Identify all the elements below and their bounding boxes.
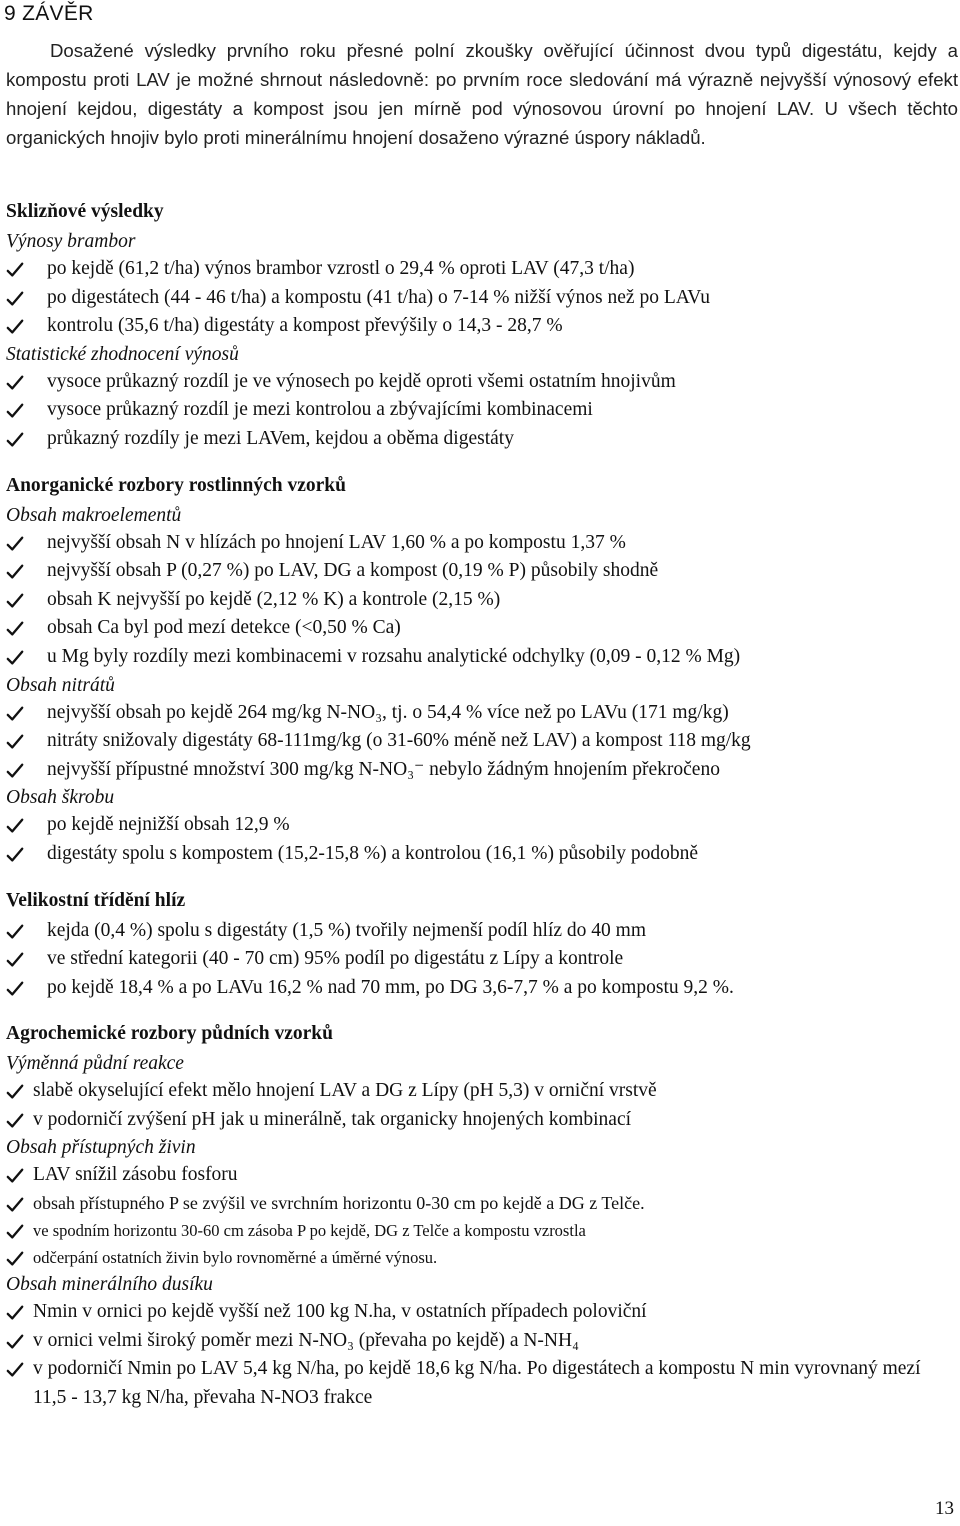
list-item xyxy=(6,1190,958,1217)
checkmark-icon xyxy=(6,1222,24,1240)
list-item-text: obsah K nejvyšší po kejdě (2,12 % K) a kontrole (2,15 %) xyxy=(47,588,501,610)
list-item xyxy=(6,1298,958,1327)
list-item-text: po kejdě 18,4 % a po LAVu 16,2 % nad 70 mm, po DG 3,6-7,7 % a po kompostu 9,2 %. xyxy=(47,976,734,998)
section-gap xyxy=(6,1002,958,1018)
checkmark-icon xyxy=(6,1082,24,1100)
list-item-text: odčerpání ostatních živin bylo rovnoměrné a úměrné výnosu. xyxy=(33,1248,438,1268)
checkmark-icon xyxy=(6,1360,24,1378)
list-item xyxy=(6,396,958,425)
list-item-text: kontrolu (35,6 t/ha) digestáty a kompost převýšily o 14,3 - 28,7 % xyxy=(47,315,563,337)
list-item xyxy=(6,529,958,558)
section-title: Agrochemické rozbory půdních vzorků xyxy=(6,1023,333,1045)
checklist xyxy=(6,255,958,341)
section xyxy=(6,196,958,454)
list-item-text: obsah přístupného P se zvýšil ve svrchním horizontu 0-30 cm po kejdě a DG z Telče. xyxy=(33,1193,645,1214)
checkmark-icon xyxy=(6,816,24,834)
list-item-text: nejvyšší obsah P (0,27 %) po LAV, DG a kompost (0,19 % P) působily shodně xyxy=(47,560,659,582)
checklist xyxy=(6,811,958,868)
list-item-text: nejvyšší obsah N v hlízách po hnojení LAV 1,60 % a po kompostu 1,37 % xyxy=(47,531,626,553)
checkmark-icon xyxy=(6,260,24,278)
list-item xyxy=(6,1355,958,1412)
list-item xyxy=(6,840,958,869)
list-item-text: ve střední kategorii (40 - 70 cm) 95% podíl po digestátu z Lípy a kontrole xyxy=(47,948,624,970)
subsection-title: Obsah makroelementů xyxy=(6,504,182,526)
checkmark-icon xyxy=(6,1249,24,1267)
list-item-text: LAV snížil zásobu fosforu xyxy=(33,1164,238,1186)
list-item-text: kejda (0,4 %) spolu s digestáty (1,5 %) tvořily nejmenší podíl hlíz do 40 mm xyxy=(47,919,646,941)
list-item-text: nitráty snižovaly digestáty 68-111mg/kg (o 31-60% méně než LAV) a kompost 118 mg/kg xyxy=(47,730,751,752)
list-item-text: Nmin v ornici po kejdě vyšší než 100 kg N.ha, v ostatních případech poloviční xyxy=(33,1301,647,1323)
checklist xyxy=(6,1077,958,1134)
intro-paragraph: Dosažené výsledky prvního roku přesné polní zkoušky ověřující účinnost dvou typů digestátu, kejdy a kompostu proti LAV je možné shrnout následovně: po prvním roce sledování má výrazně nejvyšší výnosový efekt hnojení kejdou, digestáty a kompost jsou jen mírně pod výnosovou úrovní po hnojení LAV. U všech těchto organických hnojiv bylo proti minerálnímu hnojení dosaženo výrazné úspory nákladů. xyxy=(6,40,958,148)
checkmark-icon xyxy=(6,1303,24,1321)
checkmark-icon xyxy=(6,761,24,779)
checklist xyxy=(6,699,958,785)
list-item-text: vysoce průkazný rozdíl je mezi kontrolou a zbývajícími kombinacemi xyxy=(47,399,593,421)
list-item xyxy=(6,917,958,946)
list-item xyxy=(6,1161,958,1190)
list-item xyxy=(6,284,958,313)
checkmark-icon xyxy=(6,373,24,391)
checkmark-icon xyxy=(6,732,24,750)
list-item-text: nejvyšší přípustné množství 300 mg/kg N-NO₃⁻ nebylo žádným hnojením překročeno xyxy=(47,758,720,780)
list-item xyxy=(6,1077,958,1106)
list-item-text: digestáty spolu s kompostem (15,2-15,8 %) a kontrolou (16,1 %) působily podobně xyxy=(47,842,699,864)
checkmark-icon xyxy=(6,1195,24,1213)
section-title: Anorganické rozbory rostlinných vzorků xyxy=(6,474,346,496)
list-item xyxy=(6,699,958,728)
list-item xyxy=(6,1244,958,1271)
checkmark-icon xyxy=(6,591,24,609)
checkmark-icon xyxy=(6,562,24,580)
list-item xyxy=(6,974,958,1003)
checkmark-icon xyxy=(6,845,24,863)
checkmark-icon xyxy=(6,1166,24,1184)
checkmark-icon xyxy=(6,979,24,997)
checkmark-icon xyxy=(6,950,24,968)
list-item-text: v podorničí zvýšení pH jak u minerálně, tak organicky hnojených kombinací xyxy=(33,1108,632,1130)
list-item xyxy=(6,1217,958,1244)
list-item-text: ve spodním horizontu 30-60 cm zásoba P po kejdě, DG z Telče a kompostu vzrostla xyxy=(33,1221,586,1241)
list-item xyxy=(6,614,958,643)
checklist xyxy=(6,1298,958,1412)
chapter-title: 9 ZÁVĚR xyxy=(4,2,94,25)
list-item xyxy=(6,643,958,672)
checkmark-icon xyxy=(6,1111,24,1129)
checkmark-icon xyxy=(6,317,24,335)
list-item-text: po digestátech (44 - 46 t/ha) a kompostu (41 t/ha) o 7-14 % nižší výnos než po LAVu xyxy=(47,286,710,308)
list-item xyxy=(6,727,958,756)
subsection-title: Obsah přístupných živin xyxy=(6,1137,196,1159)
checklist xyxy=(6,1161,958,1271)
list-item-text: po kejdě (61,2 t/ha) výnos brambor vzrostl o 29,4 % oproti LAV (47,3 t/ha) xyxy=(47,258,635,279)
list-item xyxy=(6,586,958,615)
section-title: Sklizňové výsledky xyxy=(6,201,164,222)
list-item xyxy=(6,945,958,974)
summary-content xyxy=(6,196,958,1412)
section-gap xyxy=(6,454,958,470)
section xyxy=(6,1018,958,1412)
checkmark-icon xyxy=(6,401,24,419)
list-item-text: obsah Ca byl pod mezí detekce (<0,50 % Ca) xyxy=(47,617,401,639)
list-item xyxy=(6,255,958,284)
list-item xyxy=(6,811,958,840)
list-item xyxy=(6,312,958,341)
checklist xyxy=(6,917,958,1003)
subsection-title: Výměnná půdní reakce xyxy=(6,1053,184,1075)
page-number: 13 xyxy=(935,1498,954,1519)
list-item-text: v podorničí Nmin po LAV 5,4 kg N/ha, po kejdě 18,6 kg N/ha. Po digestátech a kompostu N min vyrovnaný mezí 11,5 - 13,7 kg N/ha, převaha N-NO3 frakce xyxy=(33,1358,921,1408)
subsection-title: Statistické zhodnocení výnosů xyxy=(6,343,239,365)
list-item-text: průkazný rozdíly je mezi LAVem, kejdou a oběma digestáty xyxy=(47,427,514,449)
checkmark-icon xyxy=(6,922,24,940)
checkmark-icon xyxy=(6,704,24,722)
list-item-text: u Mg byly rozdíly mezi kombinacemi v rozsahu analytické odchylky (0,09 - 0,12 % Mg) xyxy=(47,645,741,667)
subsection-title: Výnosy brambor xyxy=(6,231,136,252)
checklist xyxy=(6,368,958,454)
checkmark-icon xyxy=(6,648,24,666)
section xyxy=(6,470,958,869)
list-item xyxy=(6,557,958,586)
checkmark-icon xyxy=(6,619,24,637)
list-item xyxy=(6,1327,958,1356)
section-gap xyxy=(6,869,958,885)
subsection-title: Obsah škrobu xyxy=(6,787,115,809)
list-item-text: slabě okyselující efekt mělo hnojení LAV a DG z Lípy (pH 5,3) v orniční vrstvě xyxy=(33,1080,657,1102)
subsection-title: Obsah nitrátů xyxy=(6,674,115,696)
list-item xyxy=(6,425,958,454)
list-item-text: nejvyšší obsah po kejdě 264 mg/kg N-NO₃, tj. o 54,4 % více než po LAVu (171 mg/kg) xyxy=(47,701,729,723)
list-item-text: v ornici velmi široký poměr mezi N-NO₃ (převaha po kejdě) a N-NH₄ xyxy=(33,1329,579,1351)
checklist xyxy=(6,529,958,672)
list-item-text: po kejdě nejnižší obsah 12,9 % xyxy=(47,814,290,836)
section-title: Velikostní třídění hlíz xyxy=(6,889,186,911)
list-item-text: vysoce průkazný rozdíl je ve výnosech po kejdě oproti všemi ostatním hnojivům xyxy=(47,370,676,392)
list-item xyxy=(6,1106,958,1135)
list-item xyxy=(6,756,958,785)
checkmark-icon xyxy=(6,430,24,448)
checkmark-icon xyxy=(6,534,24,552)
list-item xyxy=(6,368,958,397)
checkmark-icon xyxy=(6,1332,24,1350)
subsection-title: Obsah minerálního dusíku xyxy=(6,1274,213,1296)
section xyxy=(6,885,958,1003)
checkmark-icon xyxy=(6,289,24,307)
